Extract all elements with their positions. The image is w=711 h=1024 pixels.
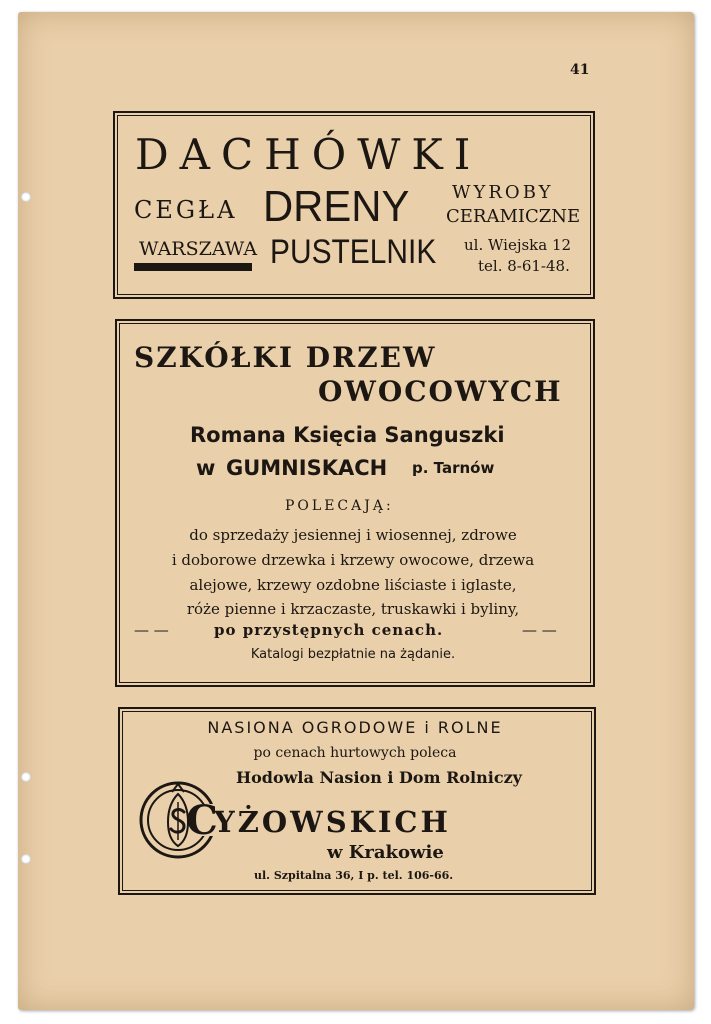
ad2-title-line2: OWOCOWYCH xyxy=(318,375,563,408)
punch-hole xyxy=(21,192,31,202)
ad2-post: p. Tarnów xyxy=(412,459,495,477)
ad3-company: Hodowla Nasion i Dom Rolniczy xyxy=(236,768,522,787)
ad3-name-initial: C xyxy=(186,797,218,844)
punch-hole xyxy=(21,854,31,864)
ad2-body-line: alejowe, krzewy ozdobne liściaste i iglaste, xyxy=(189,576,517,594)
ad1-headline: DACHÓWKI xyxy=(135,130,482,179)
ad2-owner: Romana Księcia Sanguszki xyxy=(190,423,505,447)
ad1-wyroby: WYROBY xyxy=(452,182,554,203)
ad3-city: w Krakowie xyxy=(327,842,444,863)
ad2-body-line: do sprzedaży jesiennej i wiosennej, zdrowe xyxy=(189,526,517,544)
ad2-prices: po przystępnych cenach. xyxy=(214,621,444,639)
ad2-body-line: róże pienne i krzaczaste, truskawki i byliny, xyxy=(186,600,520,618)
ad1-cegla: CEGŁA xyxy=(134,196,238,224)
ad2-place-prefix: w xyxy=(196,456,216,480)
punch-hole xyxy=(21,772,31,782)
ad3-address: ul. Szpitalna 36, I p. tel. 106-66. xyxy=(254,869,454,882)
ad2-place: GUMNISKACH xyxy=(226,456,388,480)
ad2-dash-right: — — xyxy=(522,621,557,639)
ad1-city: WARSZAWA xyxy=(139,238,258,260)
ad1-ceramiczne: CERAMICZNE xyxy=(446,206,581,227)
ad2-dash-left: — — xyxy=(134,621,169,639)
ad1-street: ul. Wiejska 12 xyxy=(464,236,572,254)
ad1-underline-bar xyxy=(134,263,252,271)
ad2-body-line: i doborowe drzewka i krzewy owocowe, drzewa xyxy=(171,551,535,569)
ad1-brand: PUSTELNIK xyxy=(270,233,437,271)
ad2-title-line1: SZKÓŁKI DRZEW xyxy=(134,341,437,374)
ad1-dreny: DRENY xyxy=(263,182,410,231)
ad3-name: YŻOWSKICH xyxy=(214,805,451,839)
ad2-recommend: POLECAJĄ: xyxy=(285,498,394,514)
ad3-headline: NASIONA OGRODOWE i ROLNE xyxy=(207,718,503,737)
page-number: 41 xyxy=(570,62,590,78)
ad2-catalogs: Katalogi bezpłatnie na żądanie. xyxy=(250,647,456,662)
ad3-subline: po cenach hurtowych poleca xyxy=(253,745,457,761)
ad1-phone: tel. 8-61-48. xyxy=(478,257,570,275)
